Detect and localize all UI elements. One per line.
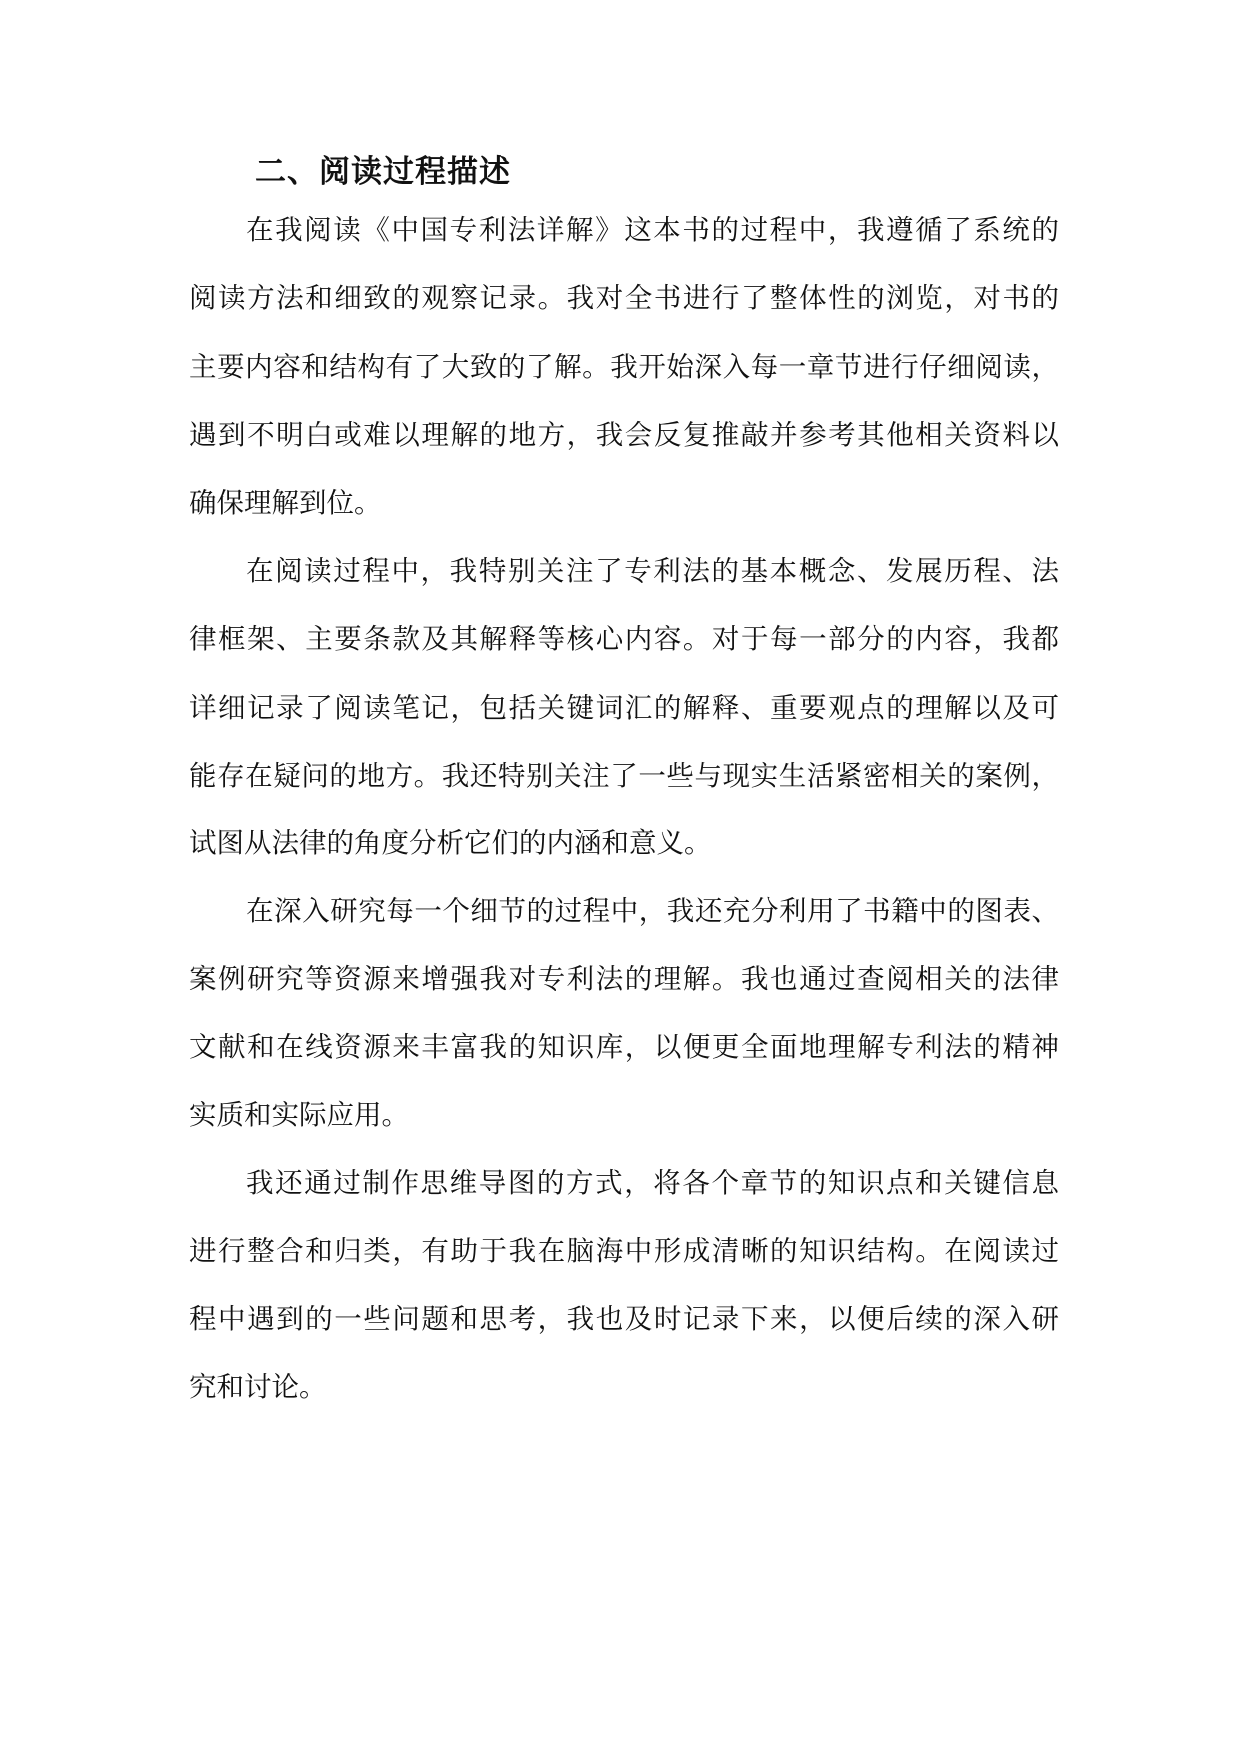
paragraph-line: 实质和实际应用。	[189, 1099, 409, 1131]
paragraph-line: 程中遇到的一些问题和思考，我也及时记录下来，以便后续的深入研	[189, 1303, 1059, 1335]
paragraph-line: 能存在疑问的地方。我还特别关注了一些与现实生活紧密相关的案例，	[189, 760, 1059, 792]
paragraph-line: 律框架、主要条款及其解释等核心内容。对于每一部分的内容，我都	[189, 623, 1059, 655]
paragraph-line: 在阅读过程中，我特别关注了专利法的基本概念、发展历程、法	[246, 555, 1059, 587]
paragraph-line: 案例研究等资源来增强我对专利法的理解。我也通过查阅相关的法律	[189, 963, 1059, 995]
section-heading: 二、阅读过程描述	[255, 154, 511, 190]
paragraph-line: 确保理解到位。	[189, 487, 382, 519]
paragraph-line: 在深入研究每一个细节的过程中，我还充分利用了书籍中的图表、	[246, 895, 1059, 927]
paragraph-line: 遇到不明白或难以理解的地方，我会反复推敲并参考其他相关资料以	[189, 419, 1059, 451]
paragraph-line: 阅读方法和细致的观察记录。我对全书进行了整体性的浏览，对书的	[189, 282, 1059, 314]
paragraph-line: 在我阅读《中国专利法详解》这本书的过程中，我遵循了系统的	[246, 214, 1059, 246]
paragraph-line: 我还通过制作思维导图的方式，将各个章节的知识点和关键信息	[246, 1167, 1059, 1199]
paragraph-line: 究和讨论。	[189, 1371, 327, 1403]
paragraph-line: 详细记录了阅读笔记，包括关键词汇的解释、重要观点的理解以及可	[189, 692, 1059, 724]
paragraph-line: 主要内容和结构有了大致的了解。我开始深入每一章节进行仔细阅读，	[189, 351, 1059, 383]
paragraph-line: 文献和在线资源来丰富我的知识库，以便更全面地理解专利法的精神	[189, 1031, 1059, 1063]
paragraph-line: 试图从法律的角度分析它们的内涵和意义。	[189, 827, 712, 859]
paragraph-line: 进行整合和归类，有助于我在脑海中形成清晰的知识结构。在阅读过	[189, 1235, 1059, 1267]
